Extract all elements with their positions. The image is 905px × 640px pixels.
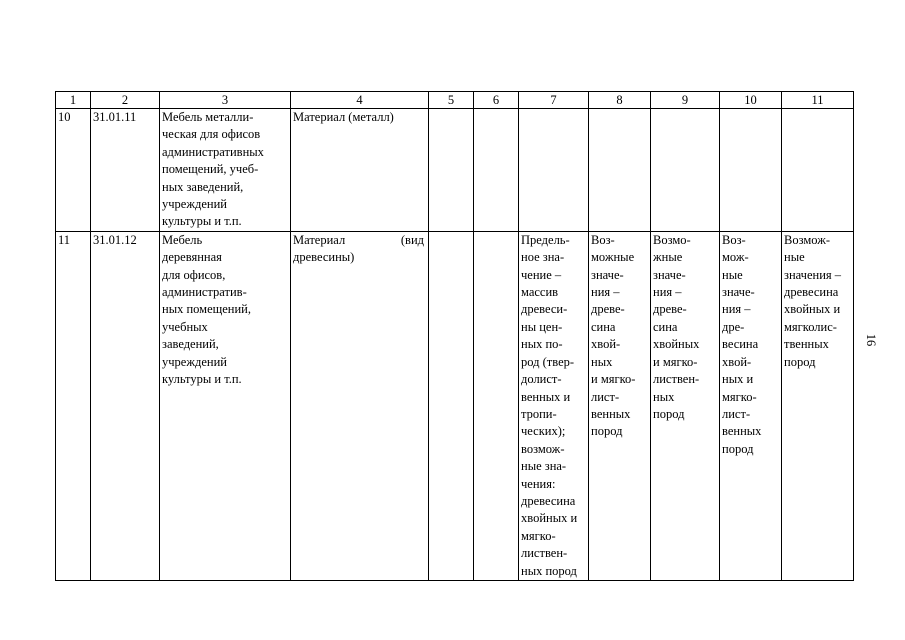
- text-line: помещений, учеб-: [162, 162, 259, 177]
- text-line: мягко-: [722, 389, 757, 404]
- header-cell: 2: [91, 92, 160, 109]
- row-code: 31.01.11: [91, 109, 160, 232]
- text-line: хвой-: [591, 337, 621, 352]
- attribute-cell: [291, 231, 429, 580]
- header-cell: 9: [651, 92, 720, 109]
- product-name-cell: [160, 109, 291, 232]
- text-line: Мебель: [162, 232, 203, 247]
- text-line: тропи-: [521, 406, 557, 421]
- text-line: пород: [653, 406, 685, 421]
- classification-table: [55, 91, 854, 581]
- text-line: весина: [722, 337, 759, 352]
- header-cell: 5: [429, 92, 474, 109]
- value-cell: [720, 231, 782, 580]
- header-cell: 11: [782, 92, 854, 109]
- row-code: 31.01.12: [91, 231, 160, 580]
- value-cell: [589, 231, 651, 580]
- header-cell: 3: [160, 92, 291, 109]
- text-line: древесина: [784, 285, 839, 300]
- text-line: хвойных и: [784, 302, 841, 317]
- text-line: пород: [784, 354, 816, 369]
- text-line: древесина: [521, 493, 576, 508]
- header-cell: 1: [56, 92, 91, 109]
- text-line: чение –: [521, 267, 562, 282]
- text-line: Воз-: [722, 232, 746, 247]
- text-line: учебных: [162, 319, 208, 334]
- row-number: 10: [56, 109, 91, 232]
- value-cell: [589, 109, 651, 232]
- row-number: 11: [56, 231, 91, 580]
- attribute-word: Материал: [293, 232, 346, 247]
- attribute-cell: [291, 109, 429, 232]
- text-line: значе-: [722, 285, 755, 300]
- text-line: хвойных: [653, 337, 700, 352]
- text-line: ных пород: [521, 563, 577, 578]
- header-cell: 8: [589, 92, 651, 109]
- text-line: ных по-: [521, 337, 563, 352]
- header-cell: 4: [291, 92, 429, 109]
- text-line: значе-: [653, 267, 686, 282]
- text-line: для офисов,: [162, 267, 226, 282]
- text-line: значе-: [591, 267, 624, 282]
- empty-cell: [474, 109, 519, 232]
- text-line: древеси-: [521, 302, 568, 317]
- text-line: мягко-: [521, 528, 556, 543]
- text-line: древе-: [591, 302, 625, 317]
- text-line: мож-: [722, 250, 749, 265]
- text-line: венных и: [521, 389, 571, 404]
- text-line: жные: [653, 250, 683, 265]
- text-line: долист-: [521, 372, 562, 387]
- empty-cell: [474, 231, 519, 580]
- text-line: учреждений: [162, 197, 227, 212]
- text-line: административ-: [162, 285, 247, 300]
- text-line: культуры и т.п.: [162, 214, 242, 229]
- text-line: венных: [722, 424, 762, 439]
- text-line: венных: [591, 406, 631, 421]
- text-line: ческих);: [521, 424, 566, 439]
- header-cell: 7: [519, 92, 589, 109]
- text-line: возмож-: [521, 441, 565, 456]
- text-line: ны цен-: [521, 319, 563, 334]
- text-line: сина: [591, 319, 616, 334]
- text-line: Возмож-: [784, 232, 830, 247]
- text-line: хвойных и: [521, 511, 578, 526]
- text-line: ных и: [722, 372, 754, 387]
- table-row: [56, 109, 854, 232]
- text-line: ных: [653, 389, 675, 404]
- text-line: ческая для офисов: [162, 127, 261, 142]
- text-line: дре-: [722, 319, 745, 334]
- text-line: Возмо-: [653, 232, 691, 247]
- text-line: ные: [722, 267, 743, 282]
- text-line: лист-: [591, 389, 620, 404]
- text-line: ное зна-: [521, 250, 565, 265]
- text-line: пород: [722, 441, 754, 456]
- value-cell: [782, 109, 854, 232]
- empty-cell: [429, 109, 474, 232]
- text-line: ные: [784, 250, 805, 265]
- text-line: ных: [591, 354, 613, 369]
- value-cell: [519, 231, 589, 580]
- text-line: сина: [653, 319, 678, 334]
- value-cell: [519, 109, 589, 232]
- table-row: [56, 231, 854, 580]
- value-cell: [720, 109, 782, 232]
- text-line: чения:: [521, 476, 556, 491]
- header-cell: 6: [474, 92, 519, 109]
- text-line: древе-: [653, 302, 687, 317]
- text-line: ных заведений,: [162, 179, 244, 194]
- value-cell: [651, 231, 720, 580]
- text-line: ния –: [722, 302, 751, 317]
- attribute-line: [293, 232, 426, 249]
- attribute-line: древесины): [293, 250, 355, 265]
- text-line: лист-: [722, 406, 751, 421]
- text-line: ные зна-: [521, 459, 567, 474]
- attribute-word: (вид: [400, 232, 424, 247]
- text-line: род (твер-: [521, 354, 575, 369]
- text-line: деревянная: [162, 250, 222, 265]
- text-line: ных помещений,: [162, 302, 251, 317]
- text-line: массив: [521, 285, 559, 300]
- text-line: административных: [162, 144, 264, 159]
- text-line: Предель-: [521, 232, 570, 247]
- text-line: хвой-: [722, 354, 752, 369]
- table-header-row: [56, 92, 854, 109]
- text-line: пород: [591, 424, 623, 439]
- text-line: можные: [591, 250, 635, 265]
- text-line: ния –: [653, 285, 682, 300]
- text-line: учреждений: [162, 354, 227, 369]
- text-line: листвен-: [653, 372, 700, 387]
- product-name-cell: [160, 231, 291, 580]
- text-line: и мягко-: [653, 354, 698, 369]
- text-line: Воз-: [591, 232, 615, 247]
- text-line: Материал (металл): [293, 110, 394, 124]
- text-line: и мягко-: [591, 372, 636, 387]
- page-number: 16: [864, 333, 878, 347]
- text-line: ния –: [591, 285, 620, 300]
- value-cell: [782, 231, 854, 580]
- text-line: значения –: [784, 267, 842, 282]
- value-cell: [651, 109, 720, 232]
- header-cell: 10: [720, 92, 782, 109]
- text-line: мягколис-: [784, 319, 837, 334]
- text-line: заведений,: [162, 337, 219, 352]
- text-line: листвен-: [521, 546, 568, 561]
- text-line: твенных: [784, 337, 829, 352]
- text-line: культуры и т.п.: [162, 372, 242, 387]
- empty-cell: [429, 231, 474, 580]
- text-line: Мебель металли-: [162, 110, 254, 124]
